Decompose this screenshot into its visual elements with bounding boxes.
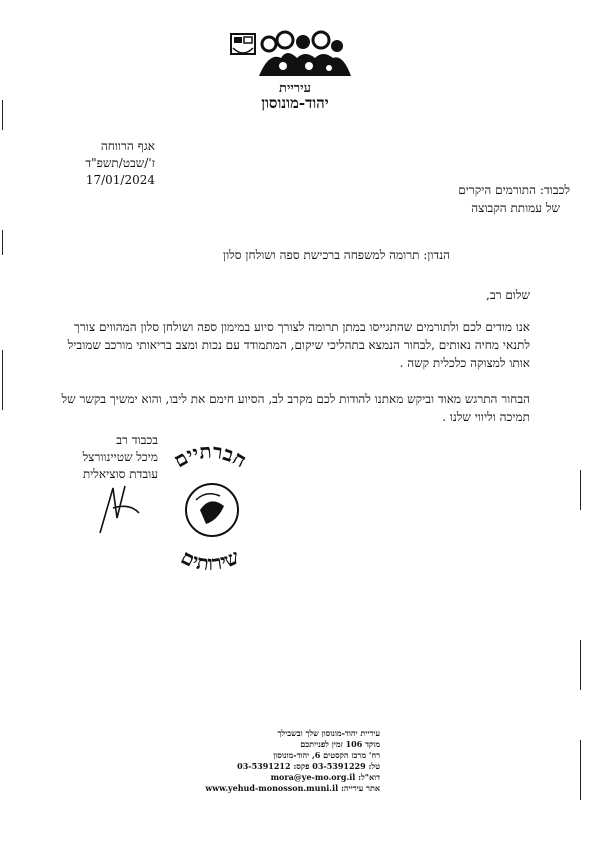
logo-line1: עיריית bbox=[279, 81, 311, 96]
signature-name: מיכל שטיינוורצל bbox=[82, 450, 158, 464]
stamp-top-text: חברתיים bbox=[169, 440, 251, 473]
gregorian-date: 17/01/2024 bbox=[85, 173, 155, 187]
logo-line2: יהוד-מונוסון bbox=[261, 94, 329, 112]
greeting: שלום רב, bbox=[486, 288, 530, 302]
scan-edge-mark bbox=[2, 350, 3, 410]
recipient-line1: לכבוד: התורמים היקרים bbox=[458, 183, 570, 197]
department-name: אגף הרווחה bbox=[100, 139, 155, 153]
body-paragraph-2: הבחור התרגש מאוד וביקש מאתנו להודות לכם מקרב לב, הסיוע חימם את ליבו, והוא ימשיך בקשר של תמיכה וליווי שלנו . bbox=[61, 392, 530, 424]
letter-body bbox=[60, 318, 530, 444]
department-stamp bbox=[140, 440, 280, 570]
hebrew-date: ז'/שבט/תשפ"ד bbox=[85, 156, 155, 170]
recipient-block bbox=[330, 181, 570, 217]
letter-header bbox=[40, 138, 155, 189]
footer-line6: אתר עירייה: www.yehud-monosson.muni.il bbox=[205, 783, 380, 793]
logo-figures-icon bbox=[225, 28, 365, 88]
recipient-line2: של עמותת הקבוצה bbox=[471, 201, 560, 215]
scan-edge-mark bbox=[2, 230, 3, 255]
footer-line2: מוקד 106 זמין לפנייתכם bbox=[300, 739, 380, 749]
footer-line4: טל: 03-5391229 פקס: 03-5391212 bbox=[237, 761, 380, 771]
letter-subject: הנדון: תרומה למשפחה ברכישת ספה ושולחן סלון bbox=[223, 248, 450, 262]
scan-edge-mark bbox=[2, 100, 3, 130]
scan-edge-mark bbox=[580, 470, 581, 510]
logo-text bbox=[225, 82, 365, 111]
scan-edge-mark bbox=[580, 640, 581, 690]
letter-footer bbox=[200, 728, 380, 794]
scan-edge-mark bbox=[580, 740, 581, 800]
signature-closing: בכבוד רב bbox=[116, 433, 158, 447]
body-paragraph-1: אנו מודים לכם ולתורמים שהתגייסו במתן תרומה לצורך סיוע במימון ספה ושולחן סלון המהווים צורך לתנאי מחיה נאותים ,לבחור הנמצא בתהליכי שיקום, המתמודד עם נכות ומצב בריאותי מורכב שמוביל אותו למצוקה כלכלית קשה . bbox=[67, 320, 530, 370]
footer-line1: עיריית יהוד-מונוסון שלך ובשבילך bbox=[277, 728, 380, 738]
footer-line3: רח' מרכז הקסטים 6, יהוד-מונוסון bbox=[273, 750, 380, 760]
footer-line5: דוא"ל: mora@ye-mo.org.il bbox=[270, 772, 380, 782]
stamp-bottom-text: שירותים bbox=[177, 544, 243, 570]
signature-title: עובדת סוציאלית bbox=[82, 467, 158, 481]
handwritten-signature bbox=[95, 478, 145, 538]
